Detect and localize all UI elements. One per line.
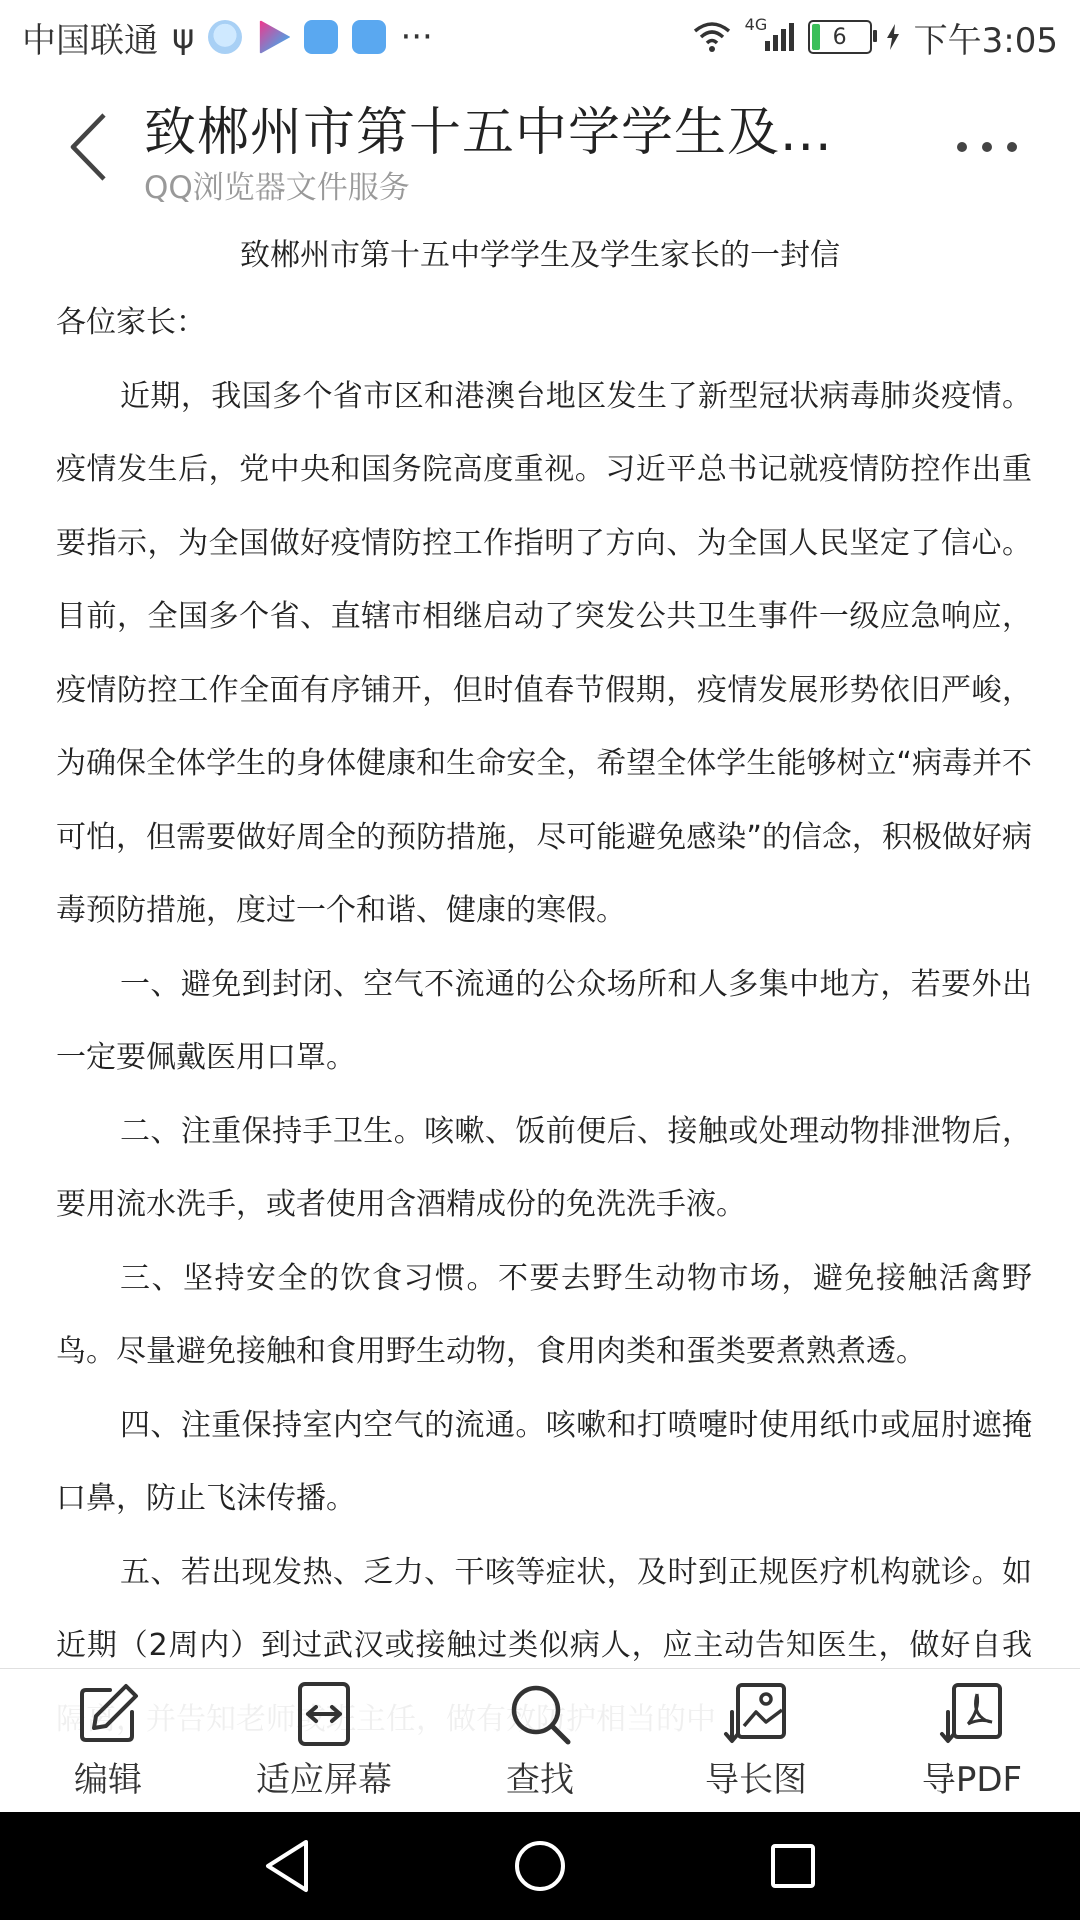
more-options-button[interactable]	[942, 122, 1032, 172]
document-paragraph: 四、注重保持室内空气的流通。咳嗽和打喷嚏时使用纸巾或屈肘遮掩口鼻，防止飞沫传播。	[56, 1407, 1032, 1516]
nav-recents-button[interactable]	[753, 1826, 833, 1906]
document-body	[0, 286, 1080, 1756]
edit-button[interactable]	[8, 1669, 208, 1813]
battery-icon	[808, 20, 872, 54]
bottom-toolbar	[0, 1668, 1080, 1813]
search-icon	[508, 1682, 572, 1746]
nav-back-button[interactable]	[247, 1826, 327, 1906]
nav-recents-icon	[768, 1841, 818, 1891]
youku-app-icon	[256, 20, 290, 54]
signal-strength	[744, 15, 794, 51]
export-long-image-label: 导长图	[705, 1759, 807, 1800]
fit-screen-icon	[292, 1682, 356, 1746]
document-paragraph: 三、坚持安全的饮食习惯。不要去野生动物市场，避免接触活禽野鸟。尽量避免接触和食用野生动物，食用肉类和蛋类要煮熟煮透。	[56, 1260, 1032, 1369]
network-type-label: 4G	[744, 15, 768, 34]
system-navigation-bar	[0, 1812, 1080, 1920]
document-paragraph: 五、若出现发热、乏力、干咳等症状，及时到正规医疗机构就诊。如近期（2周内）到过武汉或接触过类似病人，应主动告知医生，做好自我	[56, 1554, 1032, 1663]
export-pdf-button[interactable]	[872, 1669, 1072, 1813]
wifi-icon	[693, 21, 731, 53]
usb-icon: ψ	[172, 17, 195, 57]
status-right	[693, 13, 1058, 62]
document-title: 致郴州市第十五中学学生及学生家长的一封信	[240, 238, 840, 273]
message-app-icon-2	[352, 20, 386, 54]
back-button[interactable]	[48, 102, 128, 192]
message-app-icon	[304, 20, 338, 54]
more-notifications-icon: ···	[400, 17, 433, 57]
fit-screen-button[interactable]	[224, 1669, 424, 1813]
nav-home-icon	[512, 1838, 568, 1894]
title-bar	[0, 74, 1080, 217]
document-paragraph: 一、避免到封闭、空气不流通的公众场所和人多集中地方，若要外出一定要佩戴医用口罩。	[56, 966, 1032, 1075]
carrier-name: 中国联通	[22, 20, 158, 61]
find-button[interactable]	[440, 1669, 640, 1813]
battery-fill	[812, 24, 820, 50]
long-image-icon	[724, 1682, 788, 1746]
pdf-icon	[940, 1682, 1004, 1746]
find-label: 查找	[506, 1759, 574, 1800]
nav-back-icon	[262, 1838, 312, 1894]
charging-icon	[886, 24, 900, 50]
more-dots-icon	[955, 140, 1019, 154]
document-viewer[interactable]	[0, 216, 1080, 1668]
status-left	[22, 13, 433, 62]
nav-home-button[interactable]	[500, 1826, 580, 1906]
edit-icon	[76, 1682, 140, 1746]
qq-app-icon	[208, 20, 242, 54]
fit-screen-label: 适应屏幕	[256, 1759, 392, 1800]
clock: 下午3:05	[913, 20, 1058, 61]
signal-icon	[765, 23, 794, 51]
page-title: 致郴州市第十五中学学生及...	[144, 103, 833, 163]
edit-label: 编辑	[74, 1759, 142, 1800]
page-subtitle: QQ浏览器文件服务	[144, 170, 410, 206]
document-salutation: 各位家长：	[56, 305, 206, 340]
back-arrow-icon	[68, 112, 108, 182]
export-pdf-label: 导PDF	[921, 1759, 1023, 1800]
battery-level: 6	[832, 24, 847, 50]
document-paragraph: 二、注重保持手卫生。咳嗽、饭前便后、接触或处理动物排泄物后，要用流水洗手，或者使用含酒精成份的免洗洗手液。	[56, 1113, 1032, 1222]
document-paragraph: 近期，我国多个省市区和港澳台地区发生了新型冠状病毒肺炎疫情。疫情发生后，党中央和国务院高度重视。习近平总书记就疫情防控作出重要指示，为全国做好疫情防控工作指明了方向、为全国人民坚定了信心。目前，全国多个省、直辖市相继启动了突发公共卫生事件一级应急响应，疫情防控工作全面有序铺开，但时值春节假期，疫情发展形势依旧严峻，为确保全体学生的身体健康和生命安全，希望全体学生能够树立“病毒并不可怕，但需要做好周全的预防措施，尽可能避免感染”的信念，积极做好病毒预防措施，度过一个和谐、健康的寒假。	[56, 378, 1032, 928]
export-long-image-button[interactable]	[656, 1669, 856, 1813]
status-bar	[0, 0, 1080, 74]
